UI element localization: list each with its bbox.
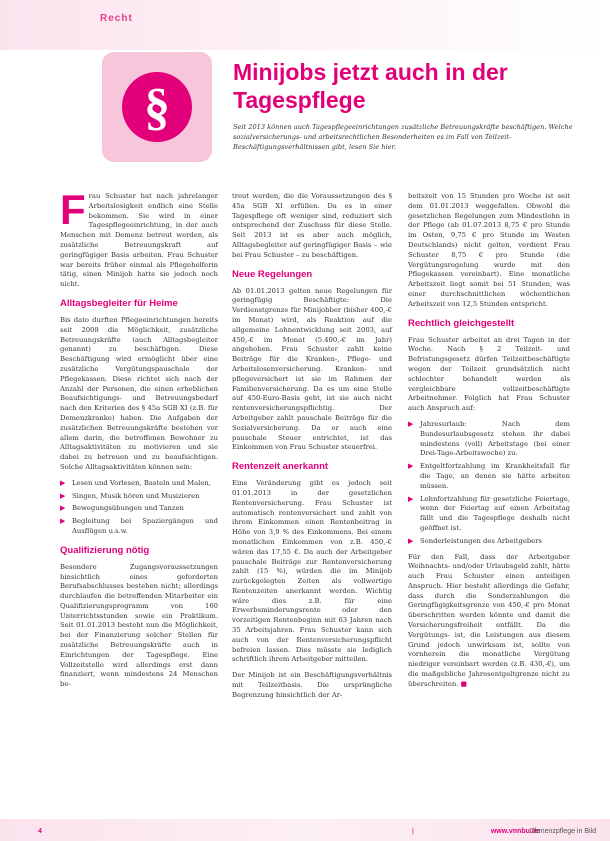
footer-website-link[interactable]: www.vnnbu.de [490, 828, 540, 835]
triangle-bullet-icon: ▶ [408, 462, 414, 471]
list-item: ▶ Jahresurlaub: Nach dem Bundesurlaubsgesetz stehen ihr dabei mindestens (voll) Arbeitstage (bei einer Drei-Tage-Arbeitswoche) zu. [408, 419, 570, 458]
triangle-bullet-icon: ▶ [408, 494, 414, 503]
triangle-bullet-icon: ▶ [60, 504, 66, 513]
intro-paragraph: Frau Schuster hat nach jahrelanger Arbeitslosigkeit endlich eine Stelle bekommen. Sie wird in einer Tagespflegeeinrichtung, in der auch Menschen mit Demenz betreut werden, als zusätzliche Betreuungskraft auf geringfügiger Basis arbeiten. Frau Schuster war bereits früher einmal als Pflegehelferin tätig, einen Minijob hatte sie jedoch noch nicht. [60, 186, 218, 289]
article-lead: Seit 2013 können auch Tagespflegeeinrichtungen zusätzliche Betreuungskräfte beschäftigen. Welche sozialversicherungs- und arbeitsrechtlichen Besonderheiten es im Fall von Teilzeit-Beschäftigungsverhältnissen gibt, lesen Sie hier. [233, 123, 573, 151]
paragraph: beitszeit von 15 Stunden pro Woche ist seit dem 01.01.2013 weggefallen. Obwohl die gesetzlichen Regelungen zum Mindestlohn in der Pflege (ab 01.07.2013 8,75 € pro Stunde im Osten, 9,75 € pro Stunde im Westen Deutschlands) nicht gelten, verdient Frau Schuster 8,75 € pro Stunde (die Vergütungsregelung wurde mit den Pflegekassen vereinbart). Eine monatliche Arbeitszeit liegt somit bei 51 Stunden, was einer durchschnittlichen wöchentlichen Arbeitszeit von 12,5 Stunden entspricht. [408, 192, 570, 308]
paragraph: Ab 01.01.2013 gelten neue Regelungen für geringfügig Beschäftigte: Die Verdienstgrenze für Minijobber (bisher 400,-€ im Monat) wird, als Reaktion auf die allgemeine Lohnentwicklung seit 2003, auf 450,-€ im Monat (5.400,-€ im Jahr) angehoben. Frau Schuster zahlt keine Beiträge für die Kranken-, Pflege- und Arbeitslosenversicherung. Kranken- und pflegeversichert ist sie im Rahmen der Familienversicherung. Da es um eine Stelle auf 450-Euro-Basis geht, ist sie auch nicht rentenversicherungspflichtig. Der Arbeitgeber zahlt pauschale Beiträge für die Sozialversicherung. Da er auch eine pauschale Steuer entrichtet, ist das Einkommen von Frau Schuster steuerfrei. [232, 286, 392, 452]
triangle-bullet-icon: ▶ [60, 517, 66, 526]
paragraph: treut werden, die die Voraussetzungen des § 45a SGB XI erfüllen. Da es in einer Tagespflege oft weniger sind, reduziert sich entsprechend der Zuschuss für diese Stelle. Seit 2013 ist es aber auch möglich, Alltagsbegleiter auf geringfügiger Basis – wie bei Frau Schuster – zu beschäftigen. [232, 192, 392, 259]
paragraph: Bis dato durften Pflegeeinrichtungen bereits seit 2008 die Möglichkeit, zusätzliche Betreuungskräfte (auch Alltagsbegleiter genannt) zu beschäftigen. Diese Beschäftigung wird ermöglicht über eine zusätzliche Vergütungspauschale der Pflegekassen. Diese richtet sich nach der Anzahl der Personen, die einen erheblichen Beaufsichtigungs- und Betreuungsbedarf nach den Kriterien des § 45a SGB XI (z.B. für Demenzkranke) haben. Die Aufgaben der zusätzlichen Betreuungskräfte bestehen vor allem darin, die betroffenen Bewohner zu Alltagsaktivitäten zu motivieren und sie dabei zu betreuen und zu beaufsichtigen. Solche Alltagsaktivitäten können sein: [60, 315, 218, 471]
header-band [0, 0, 610, 50]
heading-rechtlich: Rechtlich gleichgestellt [408, 317, 515, 329]
page-number: 4 [38, 828, 42, 835]
section-label: Recht [100, 13, 133, 24]
triangle-bullet-icon: ▶ [408, 419, 414, 428]
list-item: ▶ Sonderleistungen des Arbeitgebers [408, 536, 542, 545]
rights-list [408, 420, 570, 547]
list-item: ▶ Begleitung bei Spaziergängen und Ausflügen u.s.w. [60, 517, 218, 535]
list-item: ▶ Lesen und Vorlesen, Basteln und Malen, [60, 478, 211, 487]
footer-separator: | [412, 828, 414, 835]
triangle-bullet-icon: ▶ [60, 491, 66, 500]
heading-neue-regelungen: Neue Regelungen [232, 268, 313, 280]
column-1 [60, 186, 218, 696]
activity-list [60, 479, 218, 537]
list-item: ▶ Lohnfortzahlung für gesetzliche Feiertage, wenn der Feiertag auf einen Arbeitstag fällt und die Tagespflege deshalb nicht geöffnet ist. [408, 494, 570, 532]
article-title: Minijobs jetzt auch in der Tagespflege [233, 59, 508, 113]
column-2 [232, 192, 392, 707]
paragraph: Frau Schuster arbeitet an drei Tagen in der Woche. Nach § 2 Teilzeit- und Befristungsgesetz dürfen Teilzeitbeschäftigte wegen der Teilzeit grundsätzlich nicht schlechter behandelt werden als vergleichbare vollzeitbeschäftigte Arbeitnehmer. Folglich hat Frau Schuster auch Anspruch auf: [408, 335, 570, 413]
heading-rentenzeit: Rentenzeit anerkannt [232, 461, 329, 473]
paragraph: Der Minijob ist ein Beschäftigungsverhältnis mit Teilzeitbasis. Die ursprüngliche Begrenzung hinsichtlich der Ar- [232, 671, 392, 699]
paragraph-logo-box [102, 52, 212, 162]
list-item: ▶ Entgeltfortzahlung im Krankheitsfall für die Tage, an denen sie hätte arbeiten müssen. [408, 462, 570, 490]
triangle-bullet-icon: ▶ [408, 536, 414, 545]
end-mark-icon: ■ [460, 679, 468, 688]
heading-qualifizierung: Qualifizierung nötig [60, 544, 150, 556]
paragraph: Für den Fall, dass der Arbeitgeber Weihnachts- und/oder Urlaubsgeld zahlt, hätte auch Frau Schuster einen anteiligen Anspruch. Hier besteht allerdings die Gefahr, dass durch die Sonderzahlungen die Geringfügigkeitsgrenze von 450,-€ pro Monat überschritten werden könnte und damit die Versicherungsfreiheit entfällt. Da die Vergütungs- ist, die Leistungen aus diesem Grund jedoch unwirksam ist, sollte von vornherein die monatliche Vergütung niedriger vereinbart werden (z.B. 430,-€), um die maßgebliche Jahresentgeltgrenze nicht zu überschreiten. ■ [408, 552, 570, 688]
list-item: ▶ Bewegungsübungen und Tanzen [60, 504, 184, 513]
triangle-bullet-icon: ▶ [60, 478, 66, 487]
heading-alltagsbegleiter: Alltagsbegleiter für Heime [60, 297, 178, 309]
paragraph: Eine Veränderung gibt es jedoch seit 01.01.2013 in der gesetzlichen Rentenversicherung. Frau Schuster ist automatisch rentenversichert und zahlt von ihrem Einkommen einen Rentenbeitrag in Höhe von 3,9 % des Einkommens. Bei einem monatlichen Einkommen von z.B. 450,-€ wären das 17,55 €. Da auch der Arbeitgeber pauschale Beiträge zur Rentenversicherung zahlt (15 %), würden die im Minijob zurückgelegten Zeiten als vollwertige Rentenzeiten anerkannt werden. Wichtig wäre dies z.B. für eine Erwerbsminderungsrente oder den vorzeitigen Rentenbeginn mit 63 Jahren nach 35 Arbeitsjahren. Frau Schuster kann sich auch von der Rentenversicherungspflicht befreien lassen. Dies müsste sie lediglich schriftlich ihrem Arbeitgeber mitteilen. [232, 479, 392, 664]
paragraph-icon [122, 72, 192, 142]
list-item: ▶ Singen, Musik hören und Musizieren [60, 491, 200, 500]
footer-magazine-name: Demenzpflege in Bild [529, 828, 596, 835]
svg-text:§: § [144, 80, 170, 134]
dropcap: F [60, 186, 86, 233]
paragraph: Besondere Zugangsvoraussetzungen hinsichtlich eines geforderten Berufsabschlusses bestehen nicht; allerdings durchlaufen die betreffenden Mitarbeiter ein Qualifizierungsprogramm von 160 Unterrichtsstunden sowie ein Praktikum. Seit 01.01.2013 besteht nun die Möglichkeit, bei der Finanzierung solcher Stellen für zusätzliche Betreuungskräfte auch in Einrichtungen der Tagespflege. Eine Vollzeitstelle wird allerdings erst dann finanziert, wenn mindestens 24 Menschen be- [60, 562, 218, 689]
column-3 [408, 192, 570, 696]
